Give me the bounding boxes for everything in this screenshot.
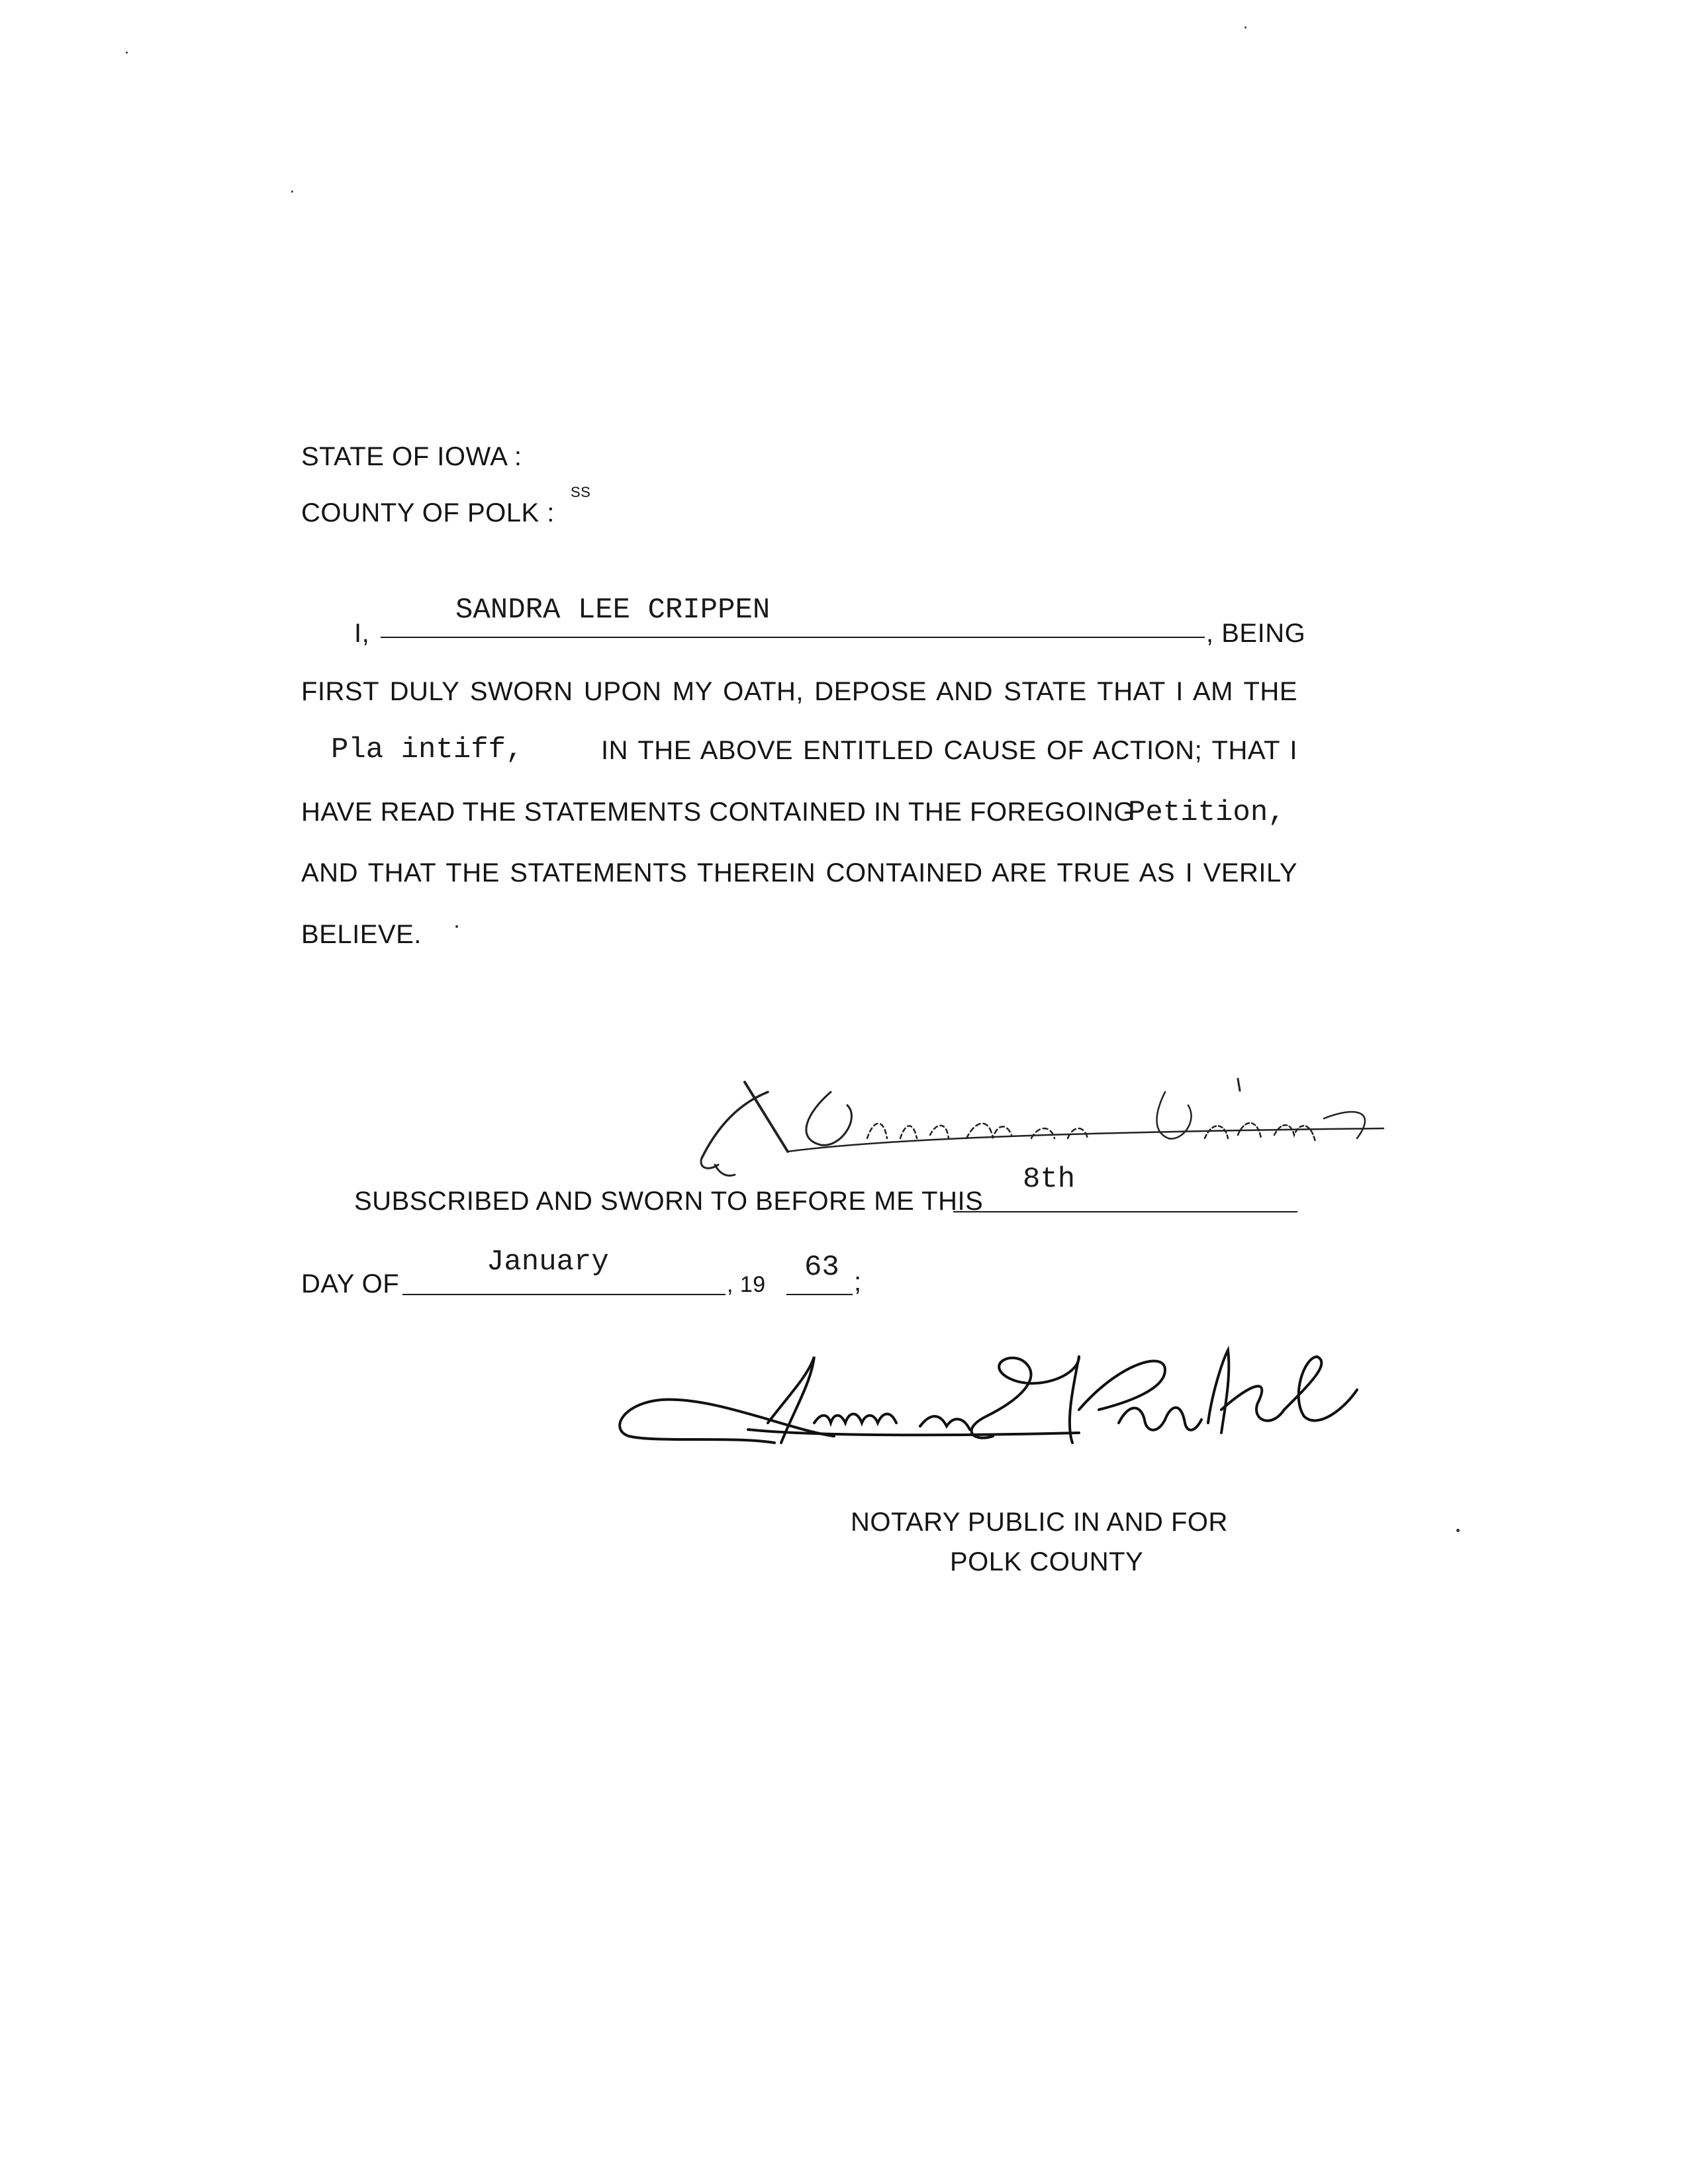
document-name: Petition, <box>1128 796 1286 829</box>
affidavit-line-5: AND THAT THE STATEMENTS THEREIN CONTAINED ARE TRUE AS I VERILY <box>301 858 1297 887</box>
notary-signature-icon <box>616 1337 1450 1482</box>
affiant-name-line <box>381 637 1205 638</box>
being-text: , BEING <box>1206 619 1306 648</box>
affidavit-line-6: BELIEVE. <box>301 920 422 949</box>
affidavit-line-2: FIRST DULY SWORN UPON MY OATH, DEPOSE AND STATE THAT I AM THE <box>301 677 1297 706</box>
month-line <box>402 1294 726 1295</box>
day-of-text: DAY OF <box>301 1269 400 1298</box>
scan-speck <box>126 52 128 54</box>
venue-state-text: STATE OF IOWA <box>301 442 507 471</box>
venue-ss: SS <box>571 484 591 500</box>
scan-speck <box>1244 26 1246 28</box>
scan-speck <box>455 925 458 928</box>
affidavit-line-3: IN THE ABOVE ENTITLED CAUSE OF ACTION; THAT I <box>601 736 1297 765</box>
year-prefix: , 19 <box>727 1272 766 1297</box>
day-line <box>953 1211 1297 1212</box>
scan-speck <box>1456 1529 1460 1532</box>
subscribed-text: SUBSCRIBED AND SWORN TO BEFORE ME THIS <box>354 1187 984 1216</box>
affiant-name: SANDRA LEE CRIPPEN <box>455 594 771 627</box>
notary-title-line-2: POLK COUNTY <box>950 1547 1144 1576</box>
venue-county-text: COUNTY OF POLK <box>301 498 539 527</box>
jurat-day: 8th <box>1023 1163 1076 1196</box>
jurat-year: 63 <box>804 1251 839 1284</box>
affiant-i-prefix: I, <box>354 619 370 648</box>
affidavit-line-4: HAVE READ THE STATEMENTS CONTAINED IN THE FOREGOING <box>301 797 1135 827</box>
scan-speck <box>291 191 293 193</box>
notary-title-line-1: NOTARY PUBLIC IN AND FOR <box>851 1508 1228 1537</box>
venue-state: STATE OF IOWA : <box>301 442 522 471</box>
year-suffix: ; <box>854 1267 862 1297</box>
jurat-month: January <box>487 1246 609 1279</box>
party-role: Pla intiff, <box>331 733 524 766</box>
venue-county: COUNTY OF POLK : <box>301 498 555 527</box>
year-line <box>786 1294 853 1295</box>
